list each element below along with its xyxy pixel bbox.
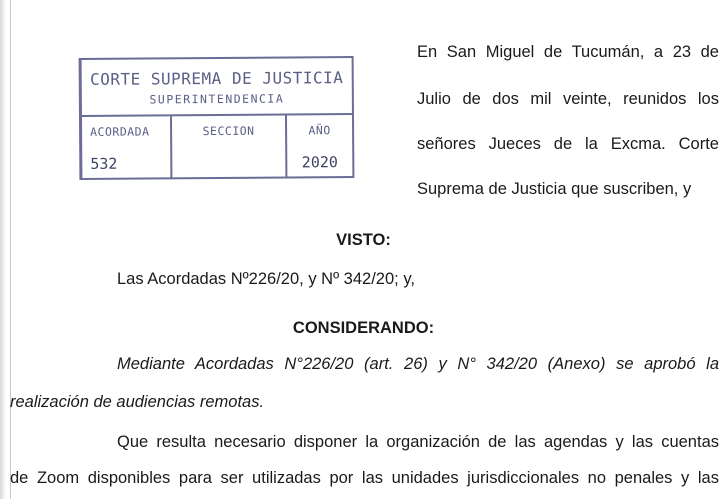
considerando-para1-line2: realización de audiencias remotas. xyxy=(10,393,265,411)
visto-heading: VISTO: xyxy=(336,231,391,249)
stamp-col-acordada xyxy=(82,116,172,180)
considerando-para2-line2: de Zoom disponibles para ser utilizadas por las unidades jurisdiccionales no penales y las xyxy=(10,469,719,487)
stamp-col-anio xyxy=(287,115,352,178)
intro-line-2: Julio de dos mil veinte, reunidos los xyxy=(417,90,719,108)
stamp-value-anio: 2020 xyxy=(301,153,338,172)
stamp-col-seccion xyxy=(172,116,287,180)
considerando-heading: CONSIDERANDO: xyxy=(292,319,435,337)
intro-line-3: señores Jueces de la Excma. Corte xyxy=(417,135,719,153)
visto-text: Las Acordadas Nº226/20, y Nº 342/20; y, xyxy=(117,270,415,288)
stamp-subtitle: SUPERINTENDENCIA xyxy=(149,91,285,107)
intro-line-4: Suprema de Justicia que suscriben, y xyxy=(417,180,692,198)
stamp-value-seccion xyxy=(172,154,285,155)
considerando-para2-line1: Que resulta necesario disponer la organización de las agendas y las cuentas xyxy=(117,433,719,451)
stamp-label-anio: AÑO xyxy=(308,123,331,138)
considerando-para1-line1: Mediante Acordadas N°226/20 (art. 26) y N° 342/20 (Anexo) se aprobó la xyxy=(117,355,719,373)
stamp-grid xyxy=(82,113,352,180)
stamp-label-seccion: SECCION xyxy=(202,123,255,139)
stamp-label-acordada: ACORDADA xyxy=(90,124,150,139)
stamp-value-acordada: 532 xyxy=(90,154,118,173)
stamp-title: CORTE SUPREMA DE JUSTICIA xyxy=(89,68,344,89)
intro-line-1: En San Miguel de Tucumán, a 23 de xyxy=(417,43,719,61)
court-stamp xyxy=(79,56,355,180)
